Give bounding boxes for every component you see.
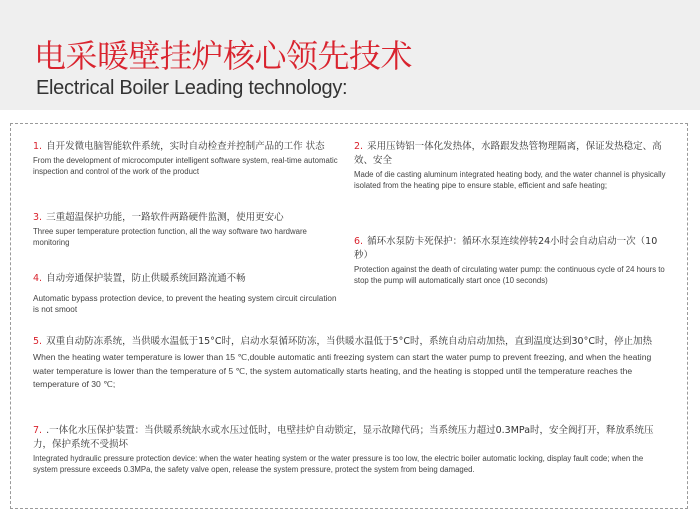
feature-item-2: [354, 140, 666, 191]
feature-item-7: [33, 424, 666, 475]
feature-number: 7.: [33, 425, 43, 436]
title-english: Electrical Boiler Leading technology:: [36, 77, 348, 99]
feature-cn: 1. 自开发微电脑智能软件系统，实时自动检查并控制产品的工作 状态: [33, 141, 325, 152]
feature-en: Made of die casting aluminum integrated heating body, and the water channel is physically isolated from the heating pipe to ensure stable, efficient and safe heating;: [354, 170, 666, 190]
feature-item-6: [354, 235, 666, 286]
feature-number: 5.: [33, 336, 43, 347]
feature-item-4: [33, 272, 343, 315]
feature-cn: 6. 循环水泵防卡死保护：循环水泵连续停转24小时会自动启动一次（10秒）: [354, 236, 658, 261]
feature-item-3: [33, 211, 343, 248]
feature-cn: 5. 双重自动防冻系统，当供暖水温低于15°C时，启动水泵循环防冻，当供暖水温低于5°C时，系统自动启动加热，直到温度达到30°C时，停止加热: [33, 336, 652, 347]
feature-cn: 3. 三重超温保护功能，一路软件两路硬件监测，使用更安心: [33, 212, 284, 223]
feature-en: When the heating water temperature is lower than 15 ℃,double automatic anti freezing system can start the water pump to prevent freezing, and when the heating water temperature is lower than the temperature of 5 ℃, the system automatically starts heating, and the heating is stopped until the temperature reaches the temperature of 30 ℃;: [33, 352, 652, 389]
feature-number: 3.: [33, 212, 43, 223]
feature-cn: 7. .一体化水压保护装置：当供暖系统缺水或水压过低时，电壁挂炉自动锁定，显示故障代码；当系统压力超过0.3MPa时，安全阀打开，释放系统压力，保护系统不受损坏: [33, 425, 654, 450]
feature-cn: 2. 采用压铸铝一体化发热体，水路跟发热管物理隔离，保证发热稳定、高效、安全: [354, 141, 662, 166]
feature-number: 6.: [354, 236, 364, 247]
feature-en: Protection against the death of circulating water pump: the continuous cycle of 24 hours to stop the pump will automatically start once (10 seconds): [354, 265, 665, 285]
feature-en: Automatic bypass protection device, to prevent the heating system circuit circulation is not smoot: [33, 294, 337, 314]
feature-en: Integrated hydraulic pressure protection device: when the water heating system or the water pressure is too low, the electric boiler automatic locking, display fault code; when the system pressure exceeds 0.3MPa, the safety valve open, release the system pressure, protect the system from being damaged.: [33, 454, 644, 474]
feature-en: Three super temperature protection function, all the way software two hardware monitoring: [33, 227, 307, 247]
title-chinese: 电采暖壁挂炉核心领先技术: [34, 37, 413, 75]
feature-item-1: [33, 140, 343, 177]
feature-cn: 4. 自动旁通保护装置，防止供暖系统回路流通不畅: [33, 273, 246, 284]
feature-number: 4.: [33, 273, 43, 284]
feature-en: From the development of microcomputer intelligent software system, real-time automatic inspection and control of the work of the product: [33, 156, 338, 176]
header-banner: [0, 0, 700, 110]
feature-item-5: [33, 335, 666, 392]
feature-number: 1.: [33, 141, 43, 152]
feature-number: 2.: [354, 141, 364, 152]
